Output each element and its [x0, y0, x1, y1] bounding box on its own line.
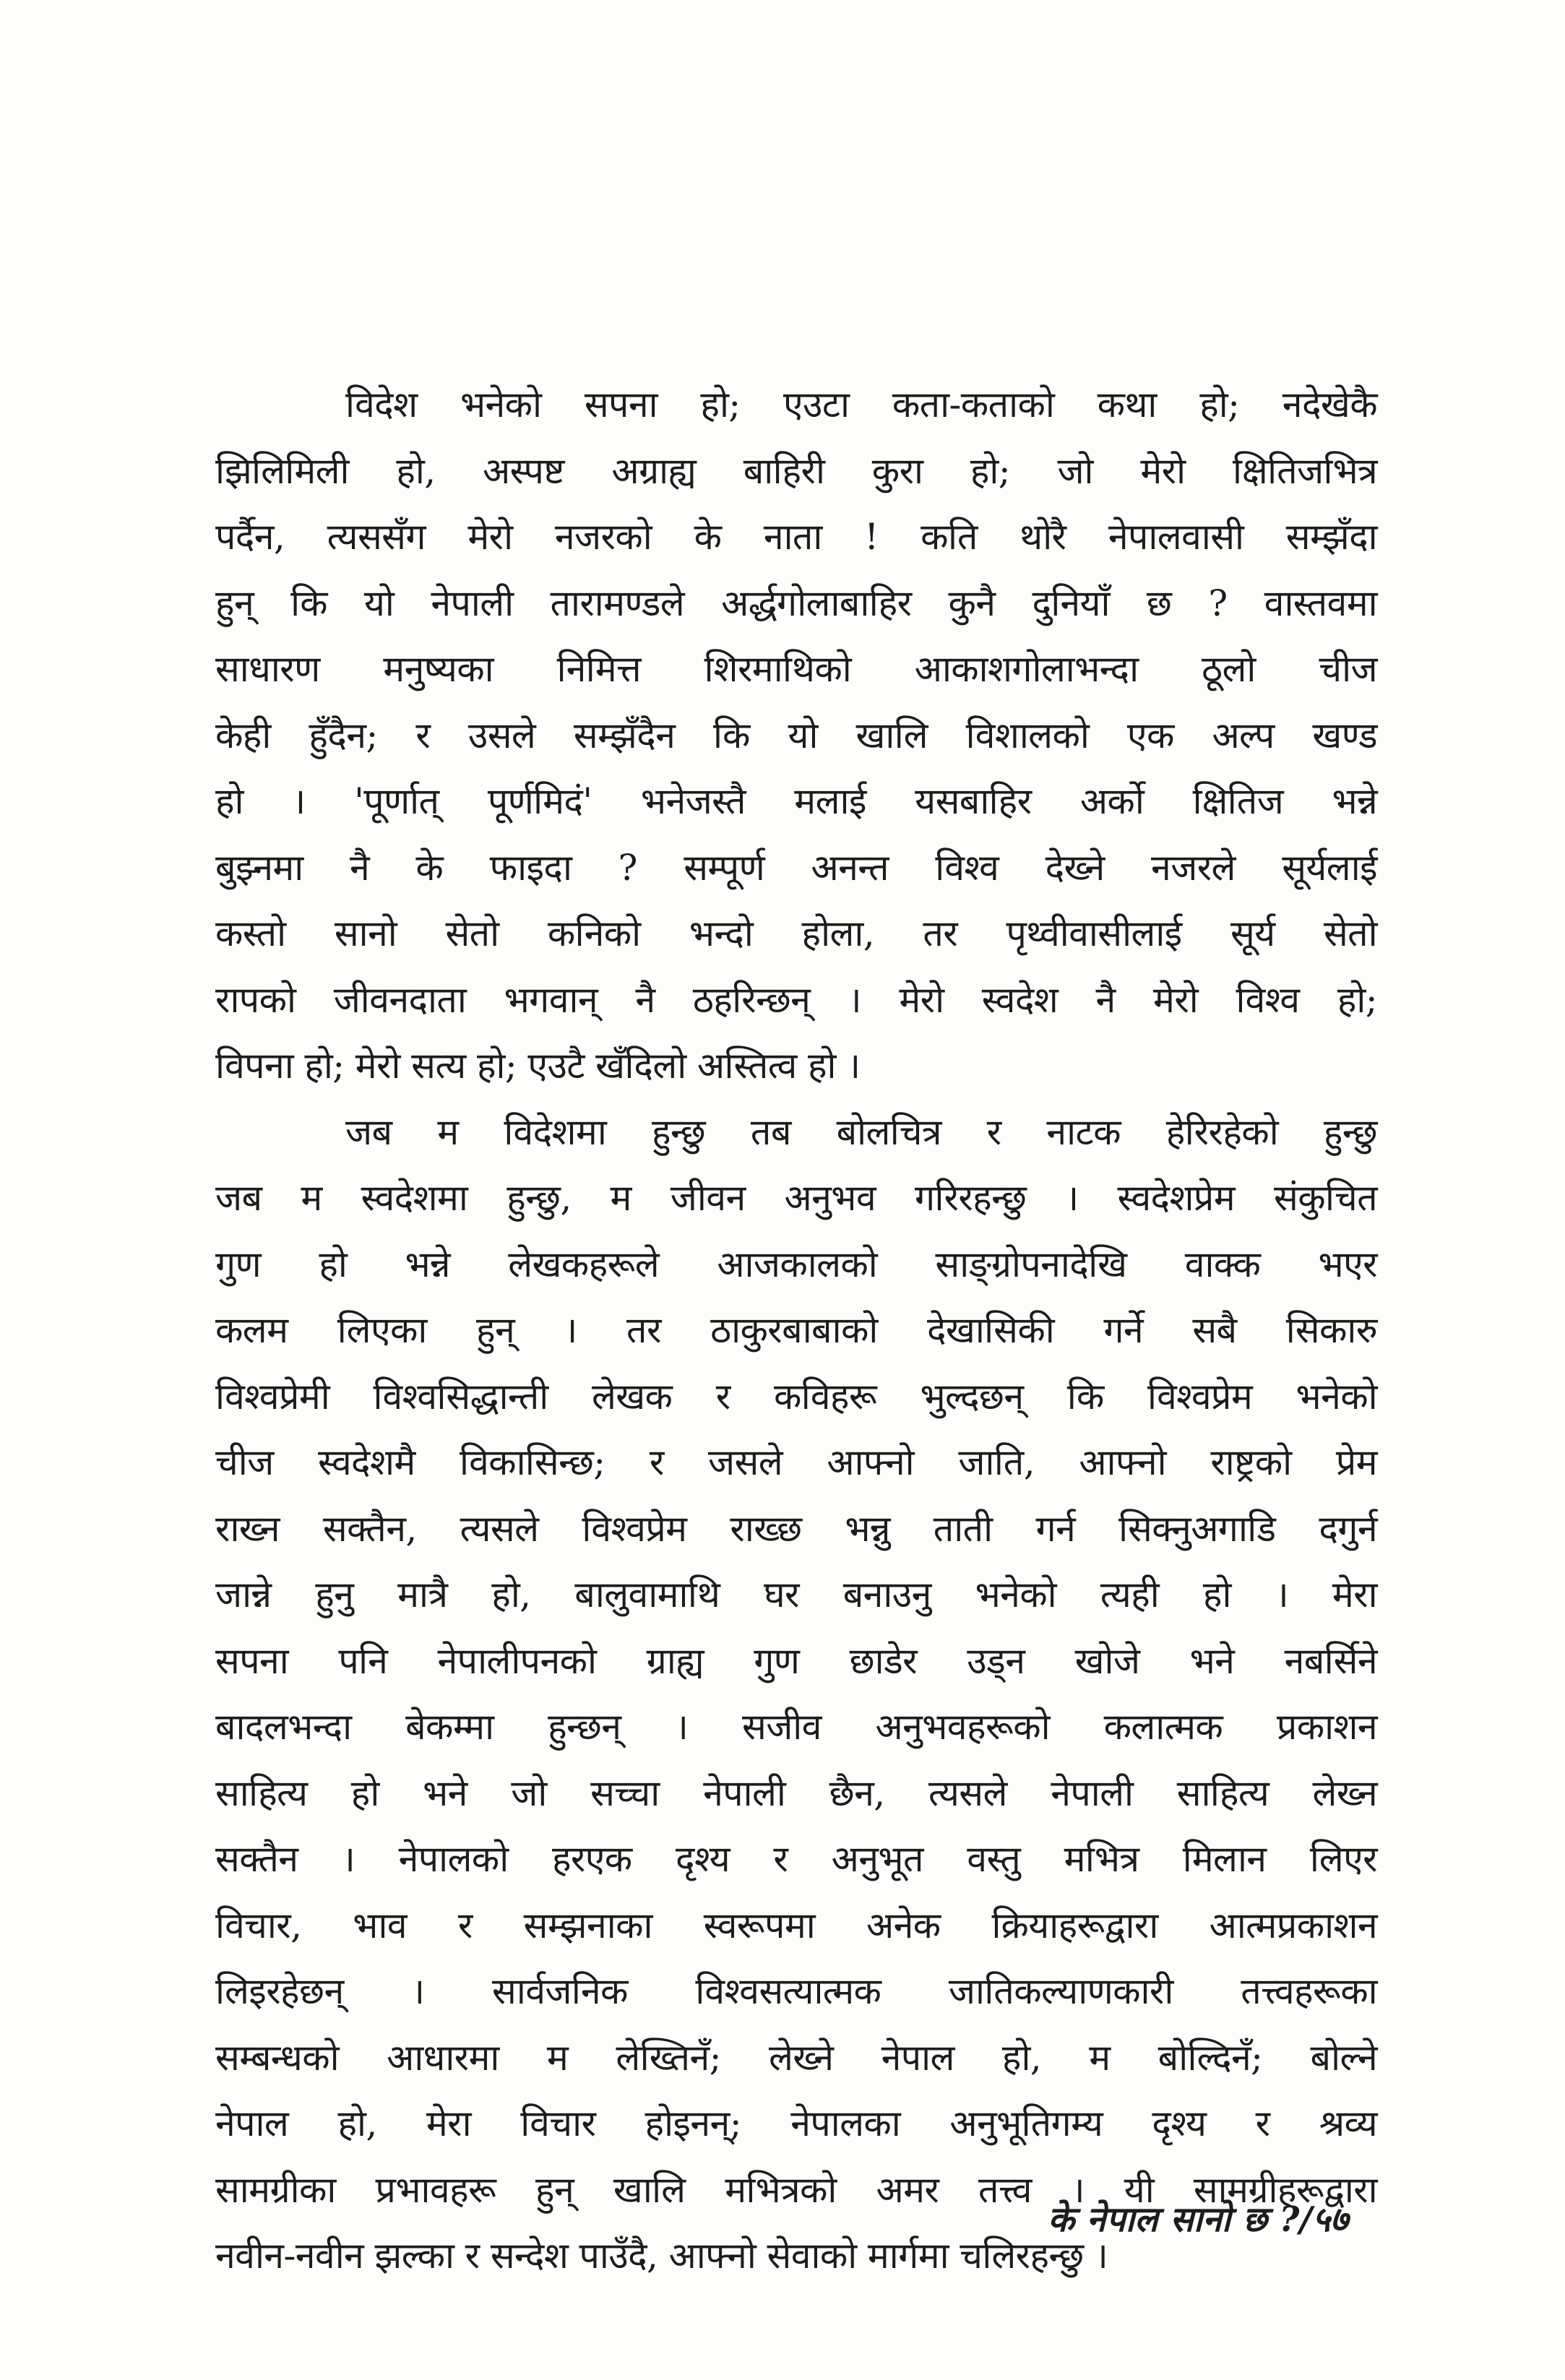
text-line: नेपाल हो, मेरा विचार होइनन्; नेपालका अनुभूतिगम्य दृश्य र श्रव्य — [215, 2103, 1377, 2144]
text-line: लिइरहेछन् । सार्वजनिक विश्वसत्यात्मक जातिकल्याणकारी तत्त्वहरूका — [215, 1970, 1377, 2012]
text-line: राख्न सक्तैन, त्यसले विश्वप्रेम राख्छ भन्नु ताती गर्न सिक्नुअगाडि दगुर्न — [215, 1507, 1377, 1550]
text-line: सम्बन्धको आधारमा म लेख्तिनँ; लेख्ने नेपाल हो, म बोल्दिनँ; बोल्ने — [215, 2036, 1377, 2079]
text-line: बुझ्नमा नै के फाइदा ? सम्पूर्ण अनन्त विश्व देख्ने नजरले सूर्यलाई — [215, 846, 1377, 889]
text-line: जब म विदेशमा हुन्छु तब बोलचित्र र नाटक हेरिरहेको हुन्छु — [345, 1111, 1377, 1153]
text-line: कलम लिएका हुन् । तर ठाकुरबाबाको देखासिकी गर्ने सबै सिकारु — [215, 1309, 1377, 1351]
text-line: पर्दैन, त्यससँग मेरो नजरको के नाता ! कति थोरै नेपालवासी सम्झँदा — [215, 516, 1377, 558]
text-line: चीज स्वदेशमै विकासिन्छ; र जसले आफ्नो जाति, आफ्नो राष्ट्रको प्रेम — [215, 1441, 1377, 1483]
text-line: बादलभन्दा बेकम्मा हुन्छन् । सजीव अनुभवहरूको कलात्मक प्रकाशन — [215, 1706, 1377, 1748]
text-line: साहित्य हो भने जो सच्चा नेपाली छैन, त्यसले नेपाली साहित्य लेख्न — [215, 1772, 1377, 1814]
text-line: रापको जीवनदाता भगवान् नै ठहरिन्छन् । मेरो स्वदेश नै मेरो विश्व हो; — [215, 978, 1377, 1021]
text-line: हो । 'पूर्णात् पूर्णमिदं' भनेजस्तै मलाई यसबाहिर अर्को क्षितिज भन्ने — [215, 780, 1377, 822]
text-line: हुन् कि यो नेपाली तारामण्डले अर्द्धगोलाबाहिर कुनै दुनियाँ छ ? वास्तवमा — [215, 582, 1377, 624]
text-line: जब म स्वदेशमा हुन्छु, म जीवन अनुभव गरिरहन्छु । स्वदेशप्रेम संकुचित — [215, 1177, 1377, 1219]
text-line: विपना हो; मेरो सत्य हो; एउटै खँदिलो अस्तित्व हो । — [215, 1045, 861, 1087]
paragraph-2 — [215, 1100, 1377, 2290]
body-text — [215, 372, 1377, 2290]
text-line: सामग्रीका प्रभावहरू हुन् खालि मभित्रको अमर तत्त्व । यी सामग्रीहरूद्वारा — [215, 2168, 1377, 2211]
paragraph-1 — [215, 372, 1377, 1100]
text-line: सक्तैन । नेपालको हरएक दृश्य र अनुभूत वस्तु मभित्र मिलान लिएर — [215, 1838, 1377, 1880]
text-line: सपना पनि नेपालीपनको ग्राह्य गुण छाडेर उड्न खोजे भने नबर्सिने — [215, 1639, 1377, 1682]
text-line: झिलिमिली हो, अस्पष्ट अग्राह्य बाहिरी कुरा हो; जो मेरो क्षितिजभित्र — [215, 449, 1377, 492]
text-line: जान्ने हुनु मात्रै हो, बालुवामाथि घर बनाउनु भनेको त्यही हो । मेरा — [215, 1574, 1377, 1616]
text-line: नवीन-नवीन झल्का र सन्देश पाउँदै, आफ्नो सेवाको मार्गमा चलिरहन्छु । — [215, 2235, 1108, 2277]
text-line: साधारण मनुष्यका निमित्त शिरमाथिको आकाशगोलाभन्दा ठूलो चीज — [215, 648, 1377, 690]
running-footer: के नेपाल सानो छ ?/५७ — [1048, 2199, 1348, 2240]
text-line: विचार, भाव र सम्झनाका स्वरूपमा अनेक क्रियाहरूद्वारा आत्मप्रकाशन — [215, 1904, 1377, 1946]
text-line: विश्वप्रेमी विश्वसिद्धान्ती लेखक र कविहरू भुल्दछन् कि विश्वप्रेम भनेको — [215, 1375, 1377, 1418]
text-line: कस्तो सानो सेतो कनिको भन्दो होला, तर पृथ्वीवासीलाई सूर्य सेतो — [215, 913, 1377, 954]
text-line: विदेश भनेको सपना हो; एउटा कता-कताको कथा हो; नदेखेकै — [345, 384, 1377, 426]
text-line: केही हुँदैन; र उसले सम्झँदैन कि यो खालि विशालको एक अल्प खण्ड — [215, 714, 1377, 756]
text-line: गुण हो भन्ने लेखकहरूले आजकालको साङ्ग्रोपनादेखि वाक्क भएर — [215, 1243, 1377, 1285]
